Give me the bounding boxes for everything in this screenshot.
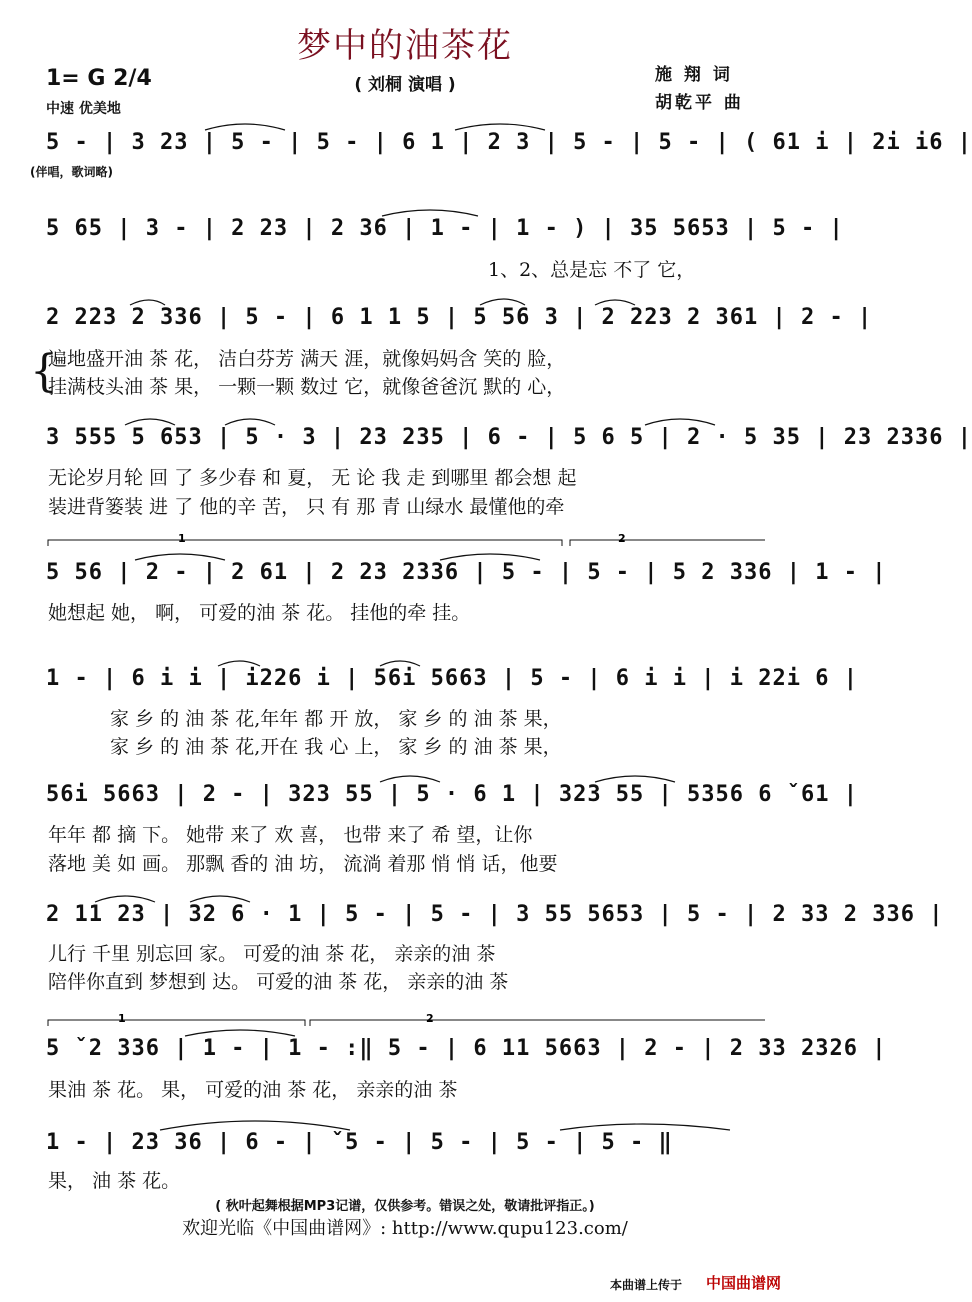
- lyric-line: 果油 茶 花。 果， 可爱的油 茶 花， 亲亲的油 茶: [48, 1079, 458, 1101]
- tempo-marking: 中速 优美地: [46, 101, 121, 117]
- notation-line: 1 - | 6 i i | i226 i | 56i 5663 | 5 - | 6 i i | i 22i 6 |: [46, 666, 858, 691]
- volta-bracket-2: [310, 540, 765, 1026]
- accompaniment-note: (伴唱，歌词略): [30, 165, 113, 179]
- upload-label: 本曲谱上传于: [610, 1278, 683, 1292]
- verse-brace: {: [30, 346, 58, 397]
- notation-line: 2 223 2 336 | 5 - | 6 1 1 5 | 5 56 3 | 2 223 2 361 | 2 - |: [46, 305, 873, 330]
- composer-credit: 胡乾平 曲: [655, 93, 744, 113]
- key-signature: 1= G 2/4: [46, 66, 152, 91]
- lyric-line: 儿行 千里 别忘回 家。 可爱的油 茶 花， 亲亲的油 茶: [48, 943, 496, 965]
- notation-line: 3 555 5 653 | 5 · 3 | 23 235 | 6 - | 5 6 5 | 2 · 5 35 | 23 2336 |: [46, 425, 972, 450]
- volta-number: 2: [618, 532, 626, 545]
- notation-line: 5 65 | 3 - | 2 23 | 2 36 | 1 - | 1 - ) | 35 5653 | 5 - |: [46, 216, 844, 241]
- notation-line: 2 11 23 | 32 6 · 1 | 5 - | 5 - | 3 55 5653 | 5 - | 2 33 2 336 |: [46, 902, 944, 927]
- notation-line: 56i 5663 | 2 - | 323 55 | 5 · 6 1 | 323 55 | 5356 6 ˇ61 |: [46, 782, 858, 807]
- lyric-line: 家 乡 的 油 茶 花,开在 我 心 上， 家 乡 的 油 茶 果，: [110, 736, 562, 758]
- volta-number: 2: [426, 1012, 434, 1025]
- lyric-line: 挂满枝头油 茶 果， 一颗一颗 数过 它，就像爸爸沉 默的 心，: [48, 376, 566, 398]
- lyric-line: 家 乡 的 油 茶 花,年年 都 开 放， 家 乡 的 油 茶 果，: [110, 708, 562, 730]
- page-title: 梦中的油茶花: [297, 26, 513, 66]
- lyric-line: 果， 油 茶 花。: [48, 1170, 181, 1192]
- lyric-line: 遍地盛开油 茶 花， 洁白芬芳 满天 涯，就像妈妈含 笑的 脸，: [48, 348, 566, 370]
- notation-line: 5 56 | 2 - | 2 61 | 2 23 2336 | 5 - | 5 - | 5 2 336 | 1 - |: [46, 560, 887, 585]
- slur-arcs: [95, 124, 730, 1130]
- notation-line: 5 - | 3 23 | 5 - | 5 - | 6 1 | 2 3 | 5 - | 5 - | ( 61 i | 2i i6 |: [46, 130, 972, 155]
- lyric-line: 落地 美 如 画。 那飘 香的 油 坊， 流淌 着那 悄 悄 话，他要: [48, 853, 558, 875]
- site-logo: 中国曲谱网: [706, 1274, 782, 1292]
- notation-line: 1 - | 23 36 | 6 - | ˇ5 - | 5 - | 5 - | 5 - ‖: [46, 1130, 673, 1155]
- lyric-line: 1、2、总是忘 不了 它，: [488, 259, 696, 281]
- notation-line: 5 ˇ2 336 | 1 - | 1 - :‖ 5 - | 6 11 5663 | 2 - | 2 33 2326 |: [46, 1036, 887, 1061]
- lyric-line: 陪伴你直到 梦想到 达。 可爱的油 茶 花， 亲亲的油 茶: [48, 971, 509, 993]
- lyricist-credit: 施 翔 词: [655, 65, 733, 85]
- lyric-line: 无论岁月轮 回 了 多少春 和 夏， 无 论 我 走 到哪里 都会想 起: [48, 467, 577, 489]
- lyric-line: 她想起 她， 啊， 可爱的油 茶 花。 挂他的牵 挂。: [48, 602, 471, 624]
- volta-number: 1: [118, 1012, 126, 1025]
- singer-credit: ( 刘桐 演唱 ): [354, 75, 456, 95]
- lyric-line: 年年 都 摘 下。 她带 来了 欢 喜， 也带 来了 希 望，让你: [48, 824, 533, 846]
- volta-bracket-1: [48, 540, 562, 1026]
- transcription-note: ( 秋叶起舞根据MP3记谱，仅供参考。错误之处，敬请批评指正。): [215, 1199, 595, 1214]
- volta-number: 1: [178, 532, 186, 545]
- lyric-line: 装进背篓装 进 了 他的辛 苦， 只 有 那 青 山绿水 最懂他的牵: [48, 496, 565, 518]
- site-welcome: 欢迎光临《中国曲谱网》: http://www.qupu123.com/: [182, 1218, 628, 1239]
